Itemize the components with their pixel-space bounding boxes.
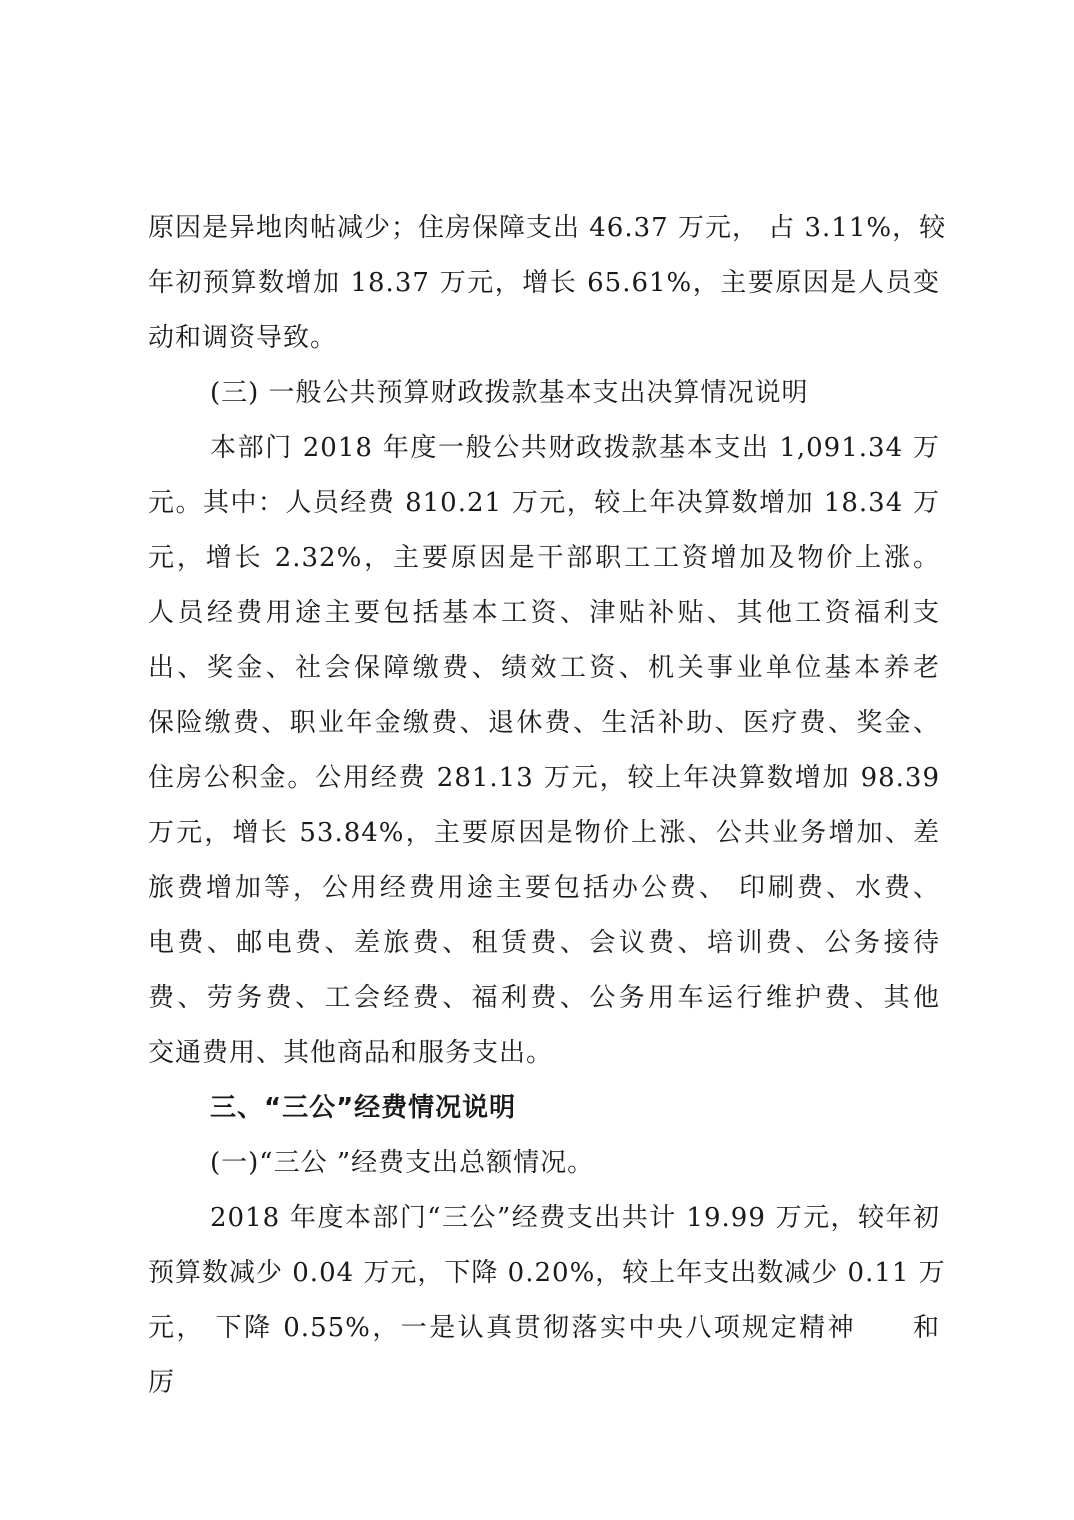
paragraph-line: 住房公积金。公用经费 281.13 万元，较上年决算数增加 98.39: [148, 763, 940, 793]
section-subheading: (三) 一般公共预算财政拨款基本支出决算情况说明: [210, 378, 809, 408]
paragraph-line: 保险缴费、职业年金缴费、退休费、生活补助、医疗费、奖金、: [148, 708, 940, 738]
paragraph-line: 元， 下降 0.55%，一是认真贯彻落实中央八项规定精神 和: [148, 1313, 940, 1343]
paragraph-line: 本部门 2018 年度一般公共财政拨款基本支出 1,091.34 万: [210, 433, 940, 463]
paragraph-line: 年初预算数增加 18.37 万元，增长 65.61%，主要原因是人员变: [148, 268, 940, 298]
paragraph-line: 元，增长 2.32%，主要原因是干部职工工资增加及物价上涨。: [148, 543, 940, 573]
section-heading: 三、“三公”经费情况说明: [210, 1093, 517, 1123]
paragraph-line: 旅费增加等，公用经费用途主要包括办公费、 印刷费、水费、: [148, 873, 940, 903]
paragraph-line: 厉: [148, 1368, 176, 1398]
paragraph-line: 2018 年度本部门“三公”经费支出共计 19.99 万元，较年初: [210, 1203, 940, 1233]
paragraph-line: 预算数减少 0.04 万元，下降 0.20%，较上年支出数减少 0.11 万: [148, 1258, 946, 1288]
paragraph-line: 动和调资导致。: [148, 323, 338, 353]
paragraph-line: 人员经费用途主要包括基本工资、津贴补贴、其他工资福利支: [148, 598, 940, 628]
paragraph-line: 电费、邮电费、差旅费、租赁费、会议费、培训费、公务接待: [148, 928, 940, 958]
paragraph-line: 出、奖金、社会保障缴费、绩效工资、机关事业单位基本养老: [148, 653, 940, 683]
paragraph-line: 原因是异地肉帖减少；住房保障支出 46.37 万元， 占 3.11%，较: [148, 213, 947, 243]
paragraph-line: 万元，增长 53.84%，主要原因是物价上涨、公共业务增加、差: [148, 818, 940, 848]
paragraph-line: 交通费用、其他商品和服务支出。: [148, 1038, 554, 1068]
section-subheading: (一)“三公 ”经费支出总额情况。: [210, 1148, 595, 1178]
paragraph-line: 元。其中：人员经费 810.21 万元，较上年决算数增加 18.34 万: [148, 488, 940, 518]
paragraph-line: 费、劳务费、工会经费、福利费、公务用车运行维护费、其他: [148, 983, 940, 1013]
